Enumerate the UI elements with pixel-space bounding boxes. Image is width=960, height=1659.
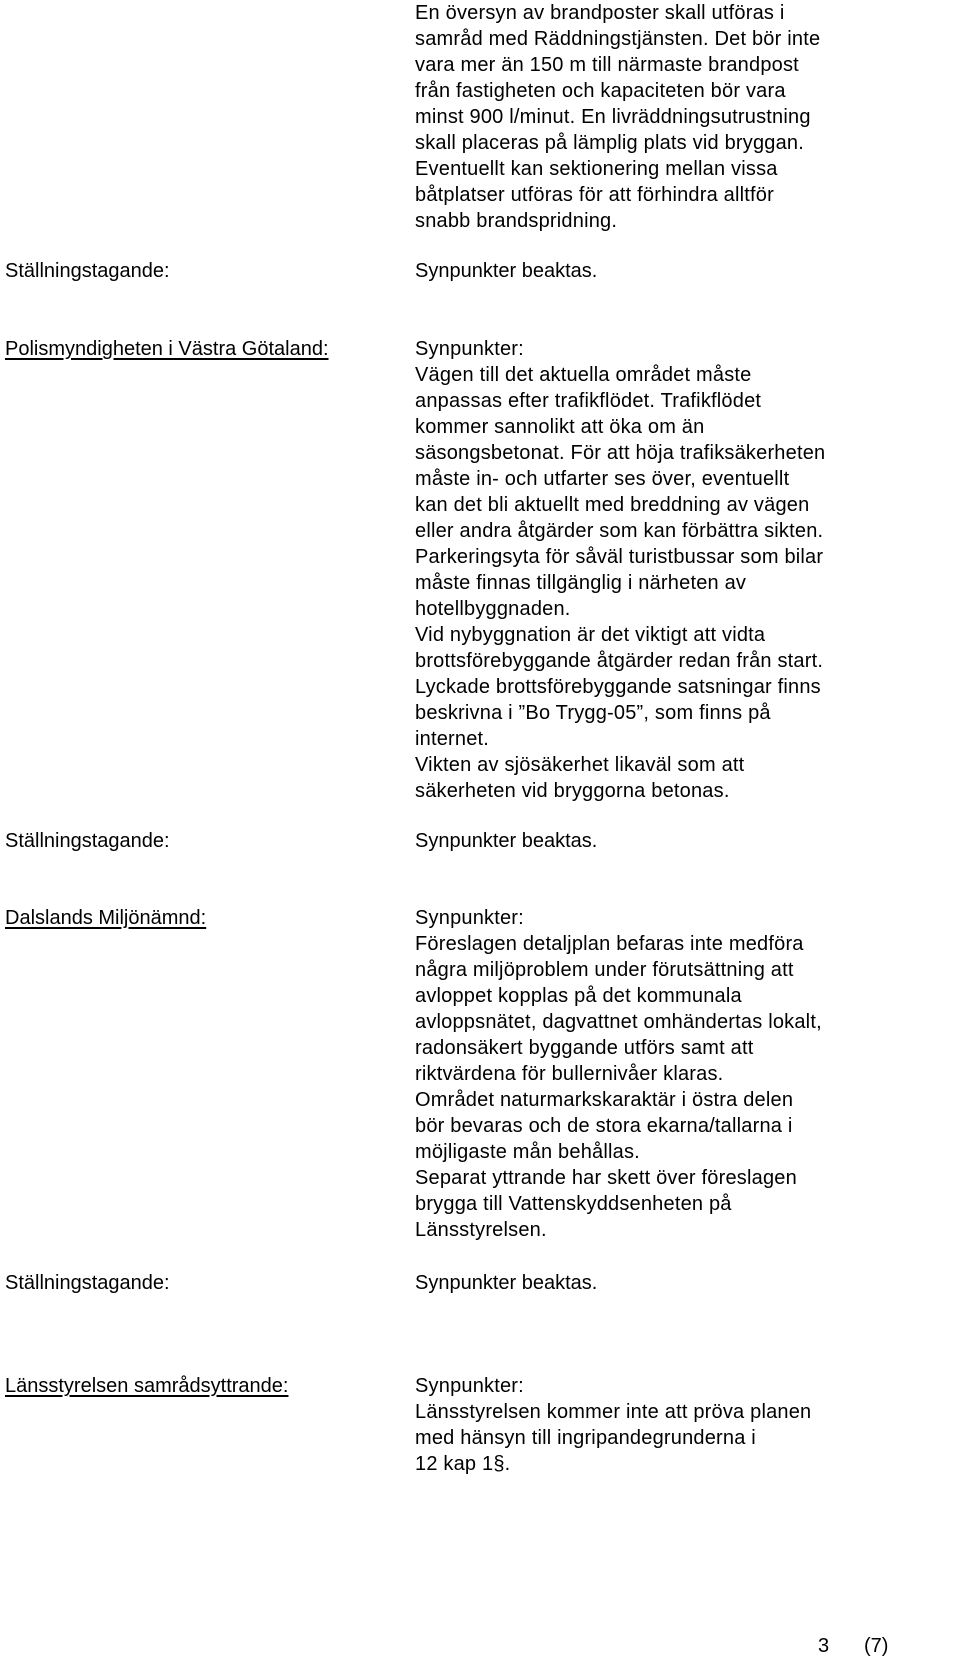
section-2-organization: Dalslands Miljönämnd: — [5, 907, 207, 929]
section-3-body — [415, 1373, 935, 1477]
section-1-paragraph-3: Vikten av sjösäkerhet likaväl som att säkerheten vid bryggorna betonas. — [415, 754, 745, 802]
section-1-paragraph-0: Vägen till det aktuella området måste anpassas efter trafikflödet. Trafikflödet kommer sannolikt att öka om än säsongsbetonat. För att höja trafiksäkerheten måste in- och utfarter ses över, eventuellt kan det bli aktuellt med breddning av vägen eller andra åtgärder som kan förbättra sikten. — [415, 364, 826, 542]
section-2-stance-label: Ställningstagande: — [5, 1272, 170, 1294]
section-0-paragraph-0: En översyn av brandposter skall utföras i samråd med Räddningstjänsten. Det bör inte vara mer än 150 m till närmaste brandpost från fastigheten och kapaciteten bör vara minst 900 l/minut. En livräddningsutrustning skall placeras på lämplig plats vid bryggan. Eventuellt kan sektionering mellan vissa båtplatser utföras för att förhindra alltför snabb brandspridning. — [415, 2, 821, 232]
section-2-paragraph-1: Området naturmarkskaraktär i östra delen bör bevaras och de stora ekarna/tallarna i möjligaste mån behållas. — [415, 1089, 794, 1163]
section-0-stance-label: Ställningstagande: — [5, 260, 170, 282]
section-1-stance-label: Ställningstagande: — [5, 830, 170, 852]
section-1-heading: Synpunkter: — [415, 338, 524, 360]
section-1-paragraph-1: Parkeringsyta för såväl turistbussar som bilar måste finnas tillgänglig i närheten av hotellbyggnaden. — [415, 546, 824, 620]
section-0-body — [415, 0, 935, 234]
page-total: (7) — [864, 1635, 889, 1657]
section-3-organization: Länsstyrelsen samrådsyttrande: — [5, 1375, 289, 1397]
section-1-stance-text: Synpunkter beaktas. — [415, 830, 598, 852]
section-2-body — [415, 905, 935, 1243]
section-2-paragraph-0: Föreslagen detaljplan befaras inte medföra några miljöproblem under förutsättning att avloppet kopplas på det kommunala avloppsnätet, dagvattnet omhändertas lokalt, radonsäkert byggande utförs samt att riktvärdena för bullernivåer klaras. — [415, 933, 822, 1085]
section-3-paragraph-0: Länsstyrelsen kommer inte att pröva planen med hänsyn till ingripandegrunderna i 12 kap 1§. — [415, 1401, 812, 1475]
section-1-organization: Polismyndigheten i Västra Götaland: — [5, 338, 329, 360]
section-0-stance-text: Synpunkter beaktas. — [415, 260, 598, 282]
section-1-body — [415, 336, 935, 804]
section-2-heading: Synpunkter: — [415, 907, 524, 929]
page-number: 3 — [818, 1635, 830, 1657]
section-1-paragraph-2: Vid nybyggnation är det viktigt att vidta brottsförebyggande åtgärder redan från start. Lyckade brottsförebyggande satsningar finns beskrivna i ”Bo Trygg-05”, som finns på internet. — [415, 624, 824, 750]
section-2-paragraph-2: Separat yttrande har skett över föreslagen brygga till Vattenskyddsenheten på Länsstyrelsen. — [415, 1167, 797, 1241]
section-3-heading: Synpunkter: — [415, 1375, 524, 1397]
section-2-stance-text: Synpunkter beaktas. — [415, 1272, 598, 1294]
